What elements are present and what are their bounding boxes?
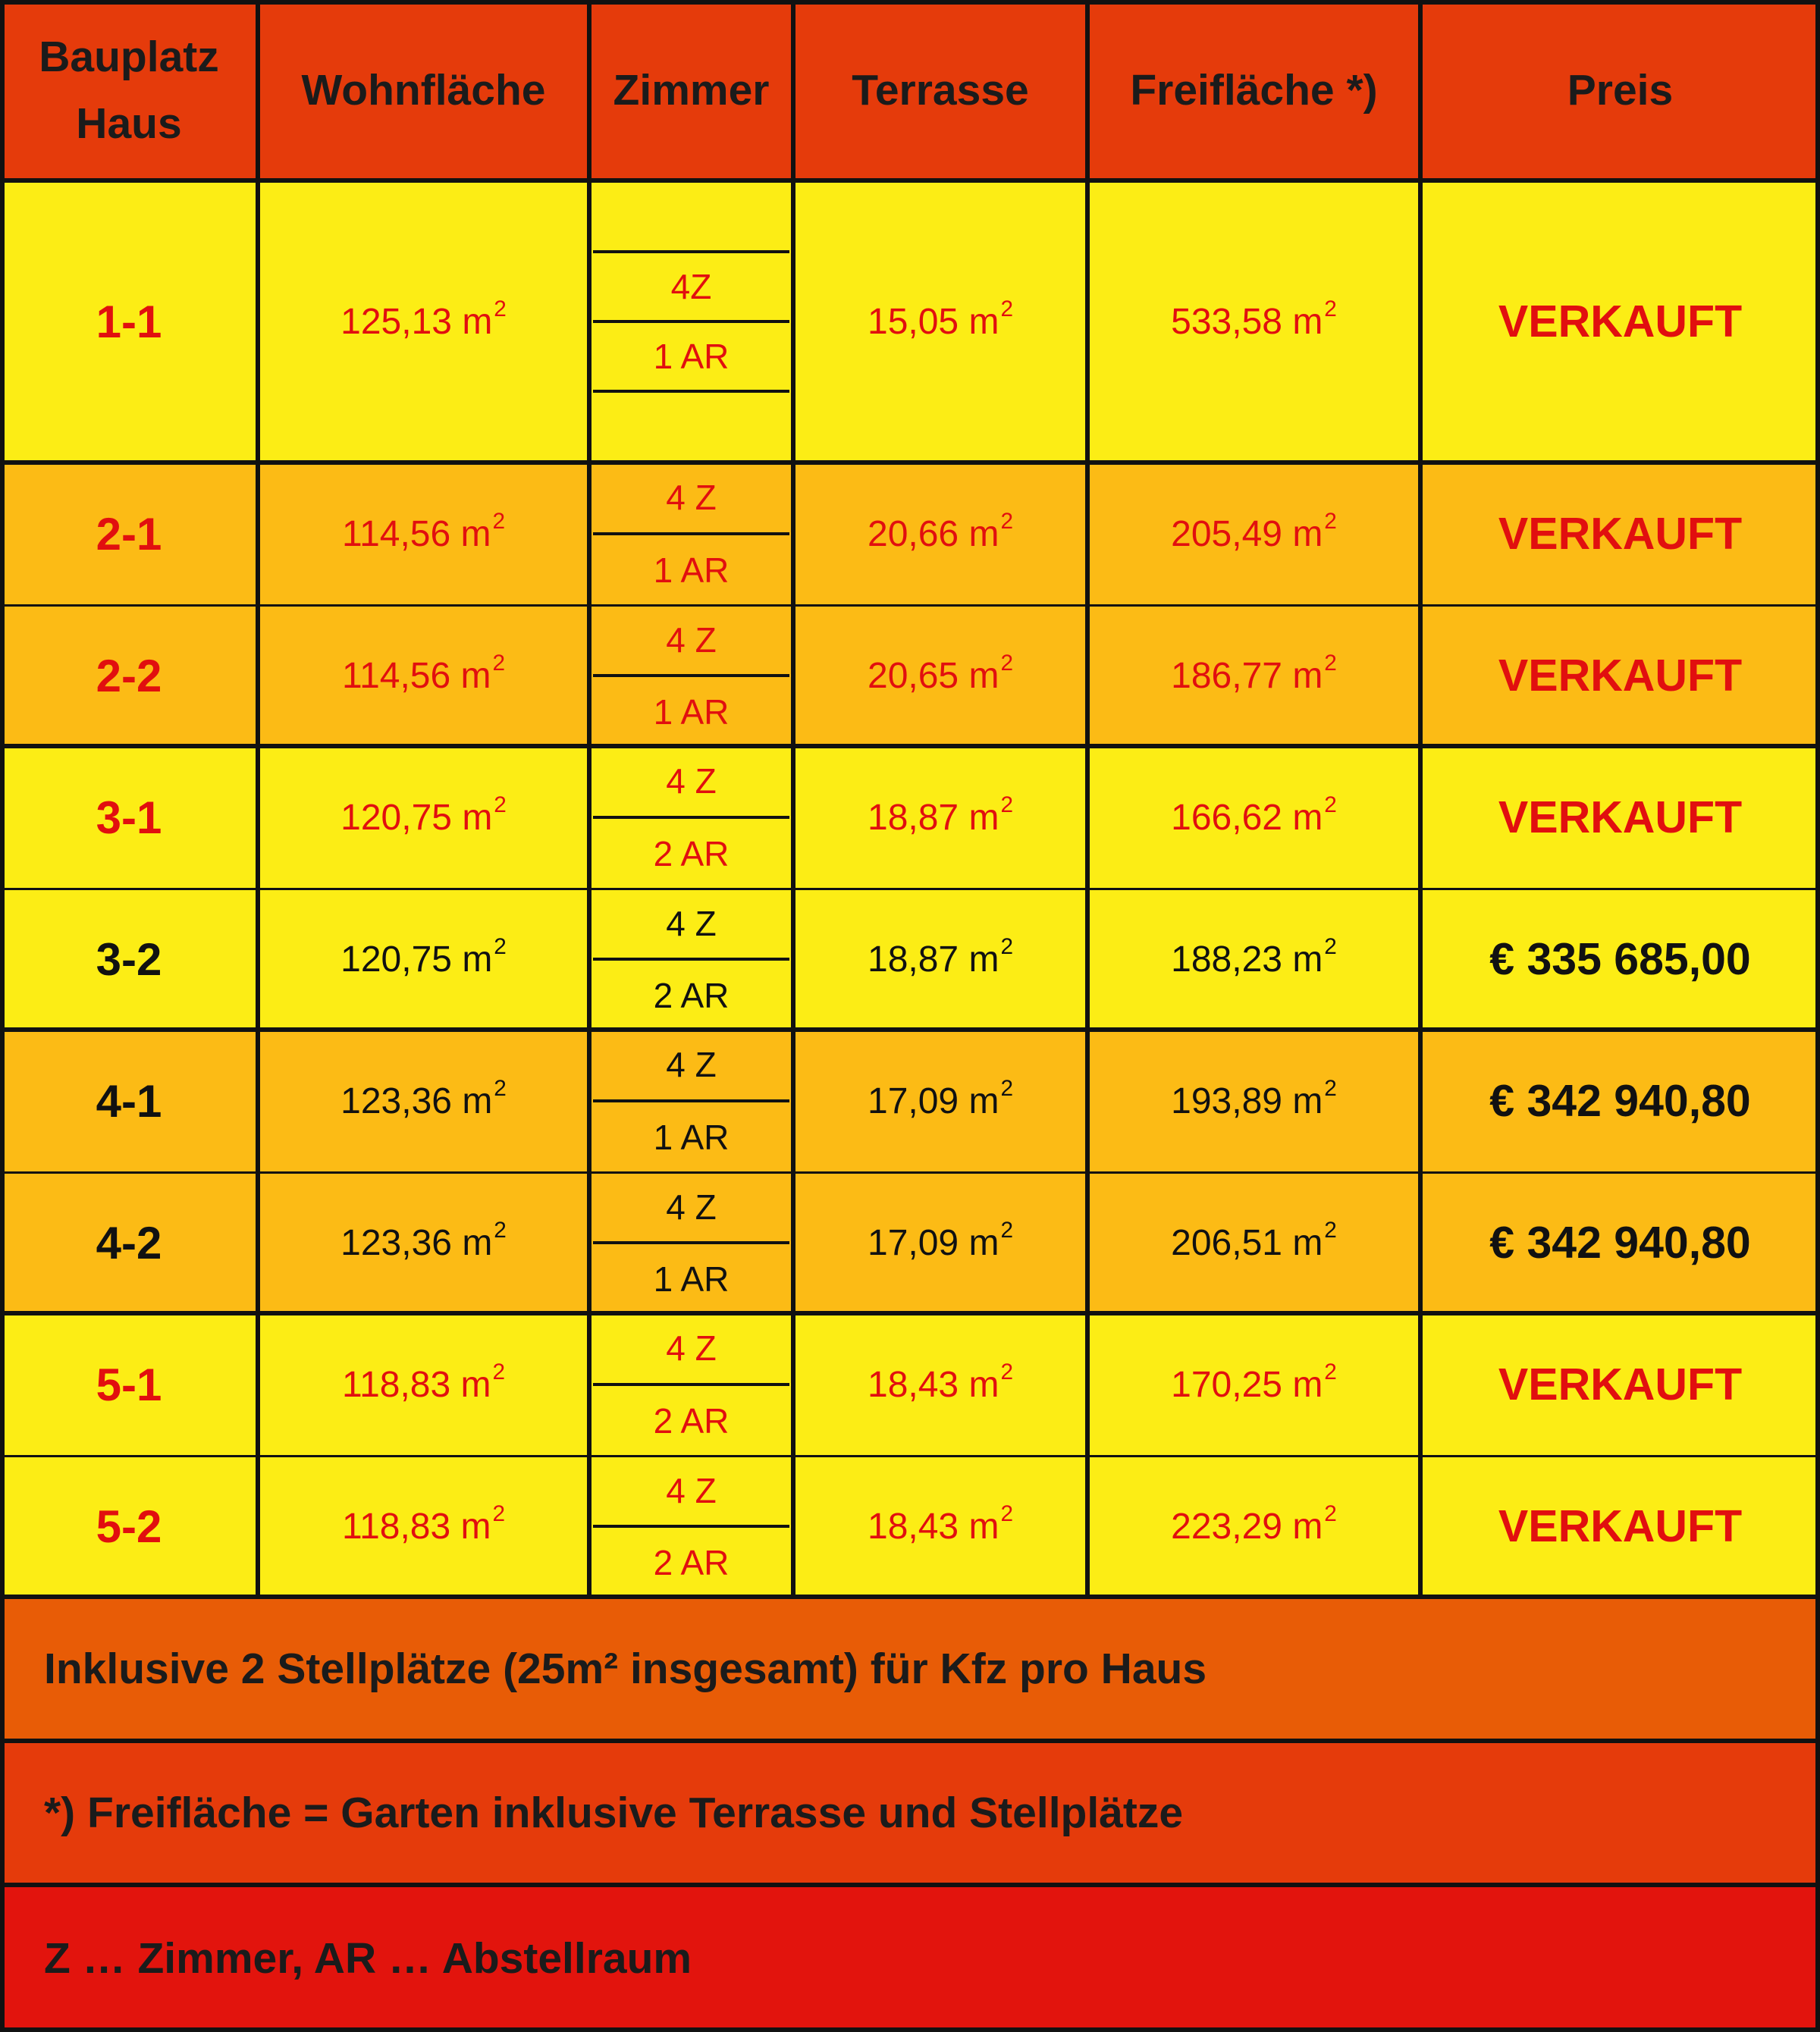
row-4-1-zimmer xyxy=(593,1030,789,1172)
row-5-1-zimmer xyxy=(593,1313,789,1456)
row-2-2-bauplatz: 2-2 xyxy=(0,605,258,746)
row-divider xyxy=(0,1171,1820,1174)
area-unit-sup: 2 xyxy=(1324,1075,1337,1101)
row-5-2-preis: VERKAUFT xyxy=(1420,1456,1820,1597)
area-unit-sup: 2 xyxy=(1324,508,1337,534)
area-unit-sup: 2 xyxy=(1000,1359,1013,1384)
row-3-2-preis: € 335 685,00 xyxy=(1420,889,1820,1030)
row-2-1-bauplatz: 2-1 xyxy=(0,463,258,605)
row-1-1-wohnflaeche xyxy=(258,180,589,463)
area-unit: m xyxy=(460,513,491,554)
row-3-2-terrasse xyxy=(793,889,1087,1030)
row-4-2-zimmer xyxy=(593,1172,789,1313)
row-2-2-terrasse xyxy=(793,605,1087,746)
area-value: 120,75 xyxy=(340,939,452,980)
area-value: 170,25 xyxy=(1171,1364,1282,1405)
abstellraum-count: 2 AR xyxy=(653,975,730,1015)
area-unit: m xyxy=(968,301,999,342)
area-value: 17,09 xyxy=(868,1080,959,1121)
row-2-1-preis: VERKAUFT xyxy=(1420,463,1820,605)
row-3-1-preis: VERKAUFT xyxy=(1420,746,1820,889)
area-unit: m xyxy=(1292,1506,1323,1547)
area-unit: m xyxy=(968,655,999,696)
area-unit-sup: 2 xyxy=(1000,296,1013,321)
area-value: 206,51 xyxy=(1171,1222,1282,1263)
row-5-2-terrasse xyxy=(793,1456,1087,1597)
area-unit-sup: 2 xyxy=(492,1500,506,1526)
area-value: 15,05 xyxy=(868,301,959,342)
row-2-1-terrasse xyxy=(793,463,1087,605)
row-3-1-bauplatz: 3-1 xyxy=(0,746,258,889)
area-value: 533,58 xyxy=(1171,301,1282,342)
row-divider xyxy=(0,1455,1820,1457)
area-unit-sup: 2 xyxy=(1324,1359,1337,1384)
row-1-1-freiflaeche xyxy=(1087,180,1420,463)
area-unit-sup: 2 xyxy=(1000,933,1013,959)
area-unit-sup: 2 xyxy=(1000,792,1013,817)
area-value: 20,66 xyxy=(868,513,959,554)
row-4-2-freiflaeche xyxy=(1087,1172,1420,1313)
column-divider xyxy=(587,0,592,1597)
zimmer-count: 4 Z xyxy=(593,463,789,535)
row-4-2-wohnflaeche xyxy=(258,1172,589,1313)
zimmer-count: 4Z xyxy=(593,253,789,323)
note-abbreviations xyxy=(0,1885,1820,2032)
zimmer-count: 4 Z xyxy=(593,1456,789,1528)
row-5-1-wohnflaeche xyxy=(258,1313,589,1456)
row-1-1-zimmer xyxy=(593,250,789,393)
area-value: 118,83 xyxy=(341,1506,451,1547)
abstellraum-count: 1 AR xyxy=(653,550,730,590)
area-unit-sup: 2 xyxy=(1324,650,1337,676)
header-haus: Haus xyxy=(76,99,182,148)
header-zimmer: Zimmer xyxy=(589,0,793,180)
area-unit: m xyxy=(1292,513,1323,554)
row-1-1-terrasse xyxy=(793,180,1087,463)
row-5-2-freiflaeche xyxy=(1087,1456,1420,1597)
border-bottom xyxy=(0,2027,1820,2032)
area-unit-sup: 2 xyxy=(1324,1500,1337,1526)
area-value: 186,77 xyxy=(1171,655,1282,696)
area-value: 123,36 xyxy=(340,1080,452,1121)
area-unit-sup: 2 xyxy=(492,1359,506,1384)
area-unit: m xyxy=(1292,1222,1323,1263)
area-value: 125,13 xyxy=(340,301,452,342)
header-terrasse: Terrasse xyxy=(793,0,1087,180)
area-unit-sup: 2 xyxy=(1324,296,1337,321)
row-3-1-zimmer xyxy=(593,746,789,889)
zimmer-count: 4 Z xyxy=(593,1030,789,1102)
area-unit: m xyxy=(1292,939,1323,980)
area-unit: m xyxy=(462,1080,493,1121)
area-unit-sup: 2 xyxy=(1324,1217,1337,1243)
row-1-1-bauplatz: 1-1 xyxy=(0,180,258,463)
area-unit-sup: 2 xyxy=(492,508,506,534)
row-4-2-terrasse xyxy=(793,1172,1087,1313)
abstellraum-count: 1 AR xyxy=(653,691,730,732)
row-divider xyxy=(0,1595,1820,1599)
abstellraum-count: 1 AR xyxy=(653,337,730,376)
row-5-1-bauplatz: 5-1 xyxy=(0,1313,258,1456)
row-2-1-freiflaeche xyxy=(1087,463,1420,605)
note-freiflaeche-definition xyxy=(0,1741,1820,1885)
row-divider xyxy=(0,178,1820,183)
area-value: 18,43 xyxy=(868,1364,959,1405)
row-divider xyxy=(0,460,1820,465)
row-divider xyxy=(0,1311,1820,1315)
note-parking xyxy=(0,1597,1820,1741)
area-unit-sup: 2 xyxy=(1000,650,1013,676)
abstellraum-count: 1 AR xyxy=(653,1259,730,1299)
area-unit-sup: 2 xyxy=(494,792,507,817)
area-unit: m xyxy=(1292,655,1323,696)
zimmer-count: 4 Z xyxy=(593,889,789,961)
header-freiflaeche: Freifläche *) xyxy=(1087,0,1420,180)
row-3-2-wohnflaeche xyxy=(258,889,589,1030)
area-unit-sup: 2 xyxy=(494,296,507,321)
row-5-1-freiflaeche xyxy=(1087,1313,1420,1456)
note-abbreviations-text: Z … Zimmer, AR … Abstellraum xyxy=(44,1934,692,1983)
area-unit: m xyxy=(460,655,491,696)
area-unit-sup: 2 xyxy=(1000,508,1013,534)
header-bauplatz-haus xyxy=(0,0,258,180)
area-value: 193,89 xyxy=(1171,1080,1282,1121)
area-value: 223,29 xyxy=(1171,1506,1282,1547)
area-value: 17,09 xyxy=(868,1222,959,1263)
area-unit-sup: 2 xyxy=(492,650,506,676)
area-value: 18,43 xyxy=(868,1506,959,1547)
row-2-2-wohnflaeche xyxy=(258,605,589,746)
row-4-1-bauplatz: 4-1 xyxy=(0,1030,258,1172)
note-divider xyxy=(0,1739,1820,1743)
area-value: 20,65 xyxy=(868,655,959,696)
area-value: 18,87 xyxy=(868,797,959,838)
area-unit: m xyxy=(460,1364,491,1405)
row-divider xyxy=(0,1027,1820,1032)
area-unit: m xyxy=(462,797,493,838)
abstellraum-count: 1 AR xyxy=(653,1118,730,1157)
abstellraum-count: 2 AR xyxy=(653,1542,730,1582)
row-divider xyxy=(0,744,1820,748)
column-divider xyxy=(1085,0,1090,1597)
area-value: 205,49 xyxy=(1171,513,1282,554)
row-5-1-terrasse xyxy=(793,1313,1087,1456)
zimmer-count: 4 Z xyxy=(593,1172,789,1244)
area-unit: m xyxy=(1292,301,1323,342)
area-unit-sup: 2 xyxy=(494,933,507,959)
note-divider xyxy=(0,1883,1820,1887)
area-unit: m xyxy=(462,1222,493,1263)
row-4-1-terrasse xyxy=(793,1030,1087,1172)
row-3-2-freiflaeche xyxy=(1087,889,1420,1030)
area-unit-sup: 2 xyxy=(494,1217,507,1243)
row-5-2-wohnflaeche xyxy=(258,1456,589,1597)
abstellraum-count: 2 AR xyxy=(653,834,730,873)
row-3-1-terrasse xyxy=(793,746,1087,889)
area-value: 114,56 xyxy=(341,655,451,696)
row-divider xyxy=(0,604,1820,607)
area-value: 120,75 xyxy=(340,797,452,838)
area-value: 118,83 xyxy=(341,1364,451,1405)
area-unit: m xyxy=(968,1364,999,1405)
zimmer-count: 4 Z xyxy=(593,605,789,677)
row-1-1-preis: VERKAUFT xyxy=(1420,180,1820,463)
abstellraum-count: 2 AR xyxy=(653,1401,730,1441)
area-value: 123,36 xyxy=(340,1222,452,1263)
area-unit-sup: 2 xyxy=(1324,933,1337,959)
header-wohnflaeche: Wohnfläche xyxy=(258,0,589,180)
area-unit-sup: 2 xyxy=(1000,1075,1013,1101)
area-unit: m xyxy=(968,797,999,838)
area-unit-sup: 2 xyxy=(1324,792,1337,817)
row-2-1-zimmer xyxy=(593,463,789,605)
area-unit: m xyxy=(460,1506,491,1547)
zimmer-count: 4 Z xyxy=(593,1313,789,1386)
row-3-2-bauplatz: 3-2 xyxy=(0,889,258,1030)
row-2-2-preis: VERKAUFT xyxy=(1420,605,1820,746)
area-value: 114,56 xyxy=(341,513,451,554)
area-unit-sup: 2 xyxy=(1000,1217,1013,1243)
row-3-1-wohnflaeche xyxy=(258,746,589,889)
column-divider xyxy=(256,0,260,1597)
border-right xyxy=(1815,0,1820,2032)
row-divider xyxy=(0,888,1820,890)
row-2-2-zimmer xyxy=(593,605,789,746)
area-unit-sup: 2 xyxy=(1000,1500,1013,1526)
note-freiflaeche-definition-text: *) Freifläche = Garten inklusive Terrasse und Stellplätze xyxy=(44,1789,1184,1837)
row-4-2-preis: € 342 940,80 xyxy=(1420,1172,1820,1313)
area-unit: m xyxy=(1292,1364,1323,1405)
row-2-1-wohnflaeche xyxy=(258,463,589,605)
row-5-2-bauplatz: 5-2 xyxy=(0,1456,258,1597)
area-unit-sup: 2 xyxy=(494,1075,507,1101)
row-3-2-zimmer xyxy=(593,889,789,1030)
header-bauplatz: Bauplatz xyxy=(39,32,219,81)
area-unit: m xyxy=(1292,797,1323,838)
area-unit: m xyxy=(462,301,493,342)
row-4-2-bauplatz: 4-2 xyxy=(0,1172,258,1313)
row-5-2-zimmer xyxy=(593,1456,789,1597)
border-left xyxy=(0,0,5,2032)
note-parking-text: Inklusive 2 Stellplätze (25m² insgesamt) für Kfz pro Haus xyxy=(44,1645,1207,1693)
row-5-1-preis: VERKAUFT xyxy=(1420,1313,1820,1456)
row-4-1-freiflaeche xyxy=(1087,1030,1420,1172)
row-4-1-preis: € 342 940,80 xyxy=(1420,1030,1820,1172)
column-divider xyxy=(1418,0,1423,1597)
area-value: 166,62 xyxy=(1171,797,1282,838)
area-unit: m xyxy=(968,1222,999,1263)
area-unit: m xyxy=(968,1080,999,1121)
zimmer-count: 4 Z xyxy=(593,746,789,819)
area-unit: m xyxy=(968,1506,999,1547)
area-value: 18,87 xyxy=(868,939,959,980)
border-top xyxy=(0,0,1820,5)
area-unit: m xyxy=(968,939,999,980)
row-4-1-wohnflaeche xyxy=(258,1030,589,1172)
area-unit: m xyxy=(968,513,999,554)
row-2-2-freiflaeche xyxy=(1087,605,1420,746)
header-preis: Preis xyxy=(1420,0,1820,180)
row-3-1-freiflaeche xyxy=(1087,746,1420,889)
area-unit: m xyxy=(462,939,493,980)
area-value: 188,23 xyxy=(1171,939,1282,980)
area-unit: m xyxy=(1292,1080,1323,1121)
column-divider xyxy=(791,0,795,1597)
